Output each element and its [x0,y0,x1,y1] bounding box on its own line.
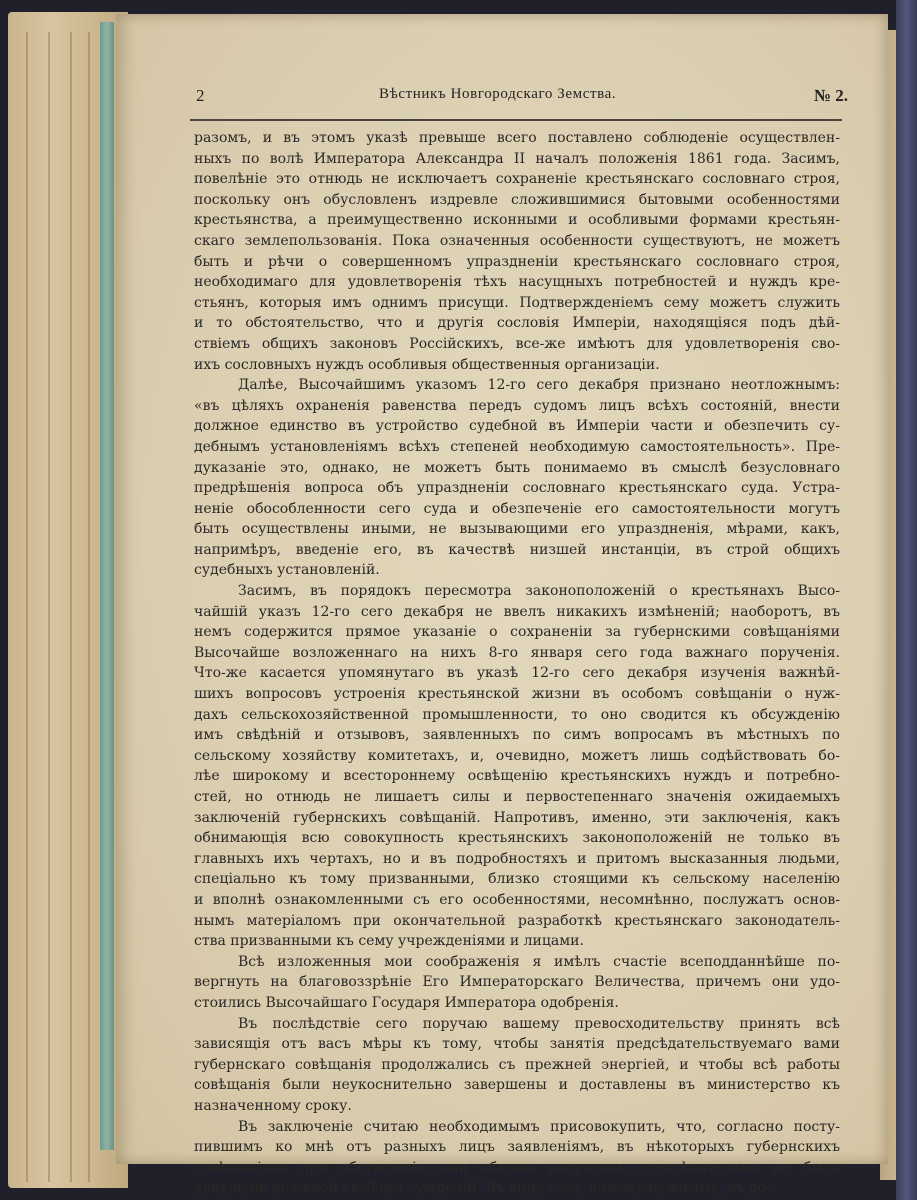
text-line: предрѣшенія вопроса объ упраздненіи сословнаго крестьянскаго суда. Устра- [194,480,840,497]
text-line: и то обстоятельство, что и другія сословія Имперіи, находящіяся подъ дѣй- [194,315,840,332]
paragraph [194,1117,840,1199]
text-line: лѣе широкому и всестороннему освѣщенію крестьянскихъ нуждъ и потребно- [194,768,840,785]
text-line: вергнуть на благовоззрѣніе Его Императорскаго Величества, причемъ они удо- [194,974,840,991]
text-line: сельскому хозяйству комитетахъ, и, очевидно, можетъ лишь содѣйствовать бо- [194,747,840,764]
text-line: совѣщаніяхъ при обсужденіи ими общихъ вопросовъ предсѣдателями не было [194,1159,840,1176]
text-line: допущено должной свободы сужденій. Въ виду сего, нахожу нужнымъ, въ до- [194,1180,771,1197]
text-line: судебныхъ установленій. [194,562,380,579]
body-text [194,128,840,1199]
text-line: стей, но отнюдь не лишаетъ силы и первостепеннаго значенія ожидаемыхъ [194,789,840,805]
issue-number: № 2. [813,86,848,105]
text-line: ныхъ по волѣ Императора Александра II началъ положенія 1861 года. Засимъ, [194,150,840,167]
text-line: Въ послѣдствіе сего поручаю вашему превосходительству принять всѣ [238,1015,840,1032]
text-line: «въ цѣляхъ охраненія равенства передъ судомъ лицъ всѣхъ состояній, внести [194,397,840,414]
text-line: нымъ матеріаломъ при окончательной разработкѣ крестьянскаго законодатель- [194,912,840,929]
text-line: поскольку онъ обусловленъ издревле сложившимися бытовыми особенностями [194,191,840,208]
text-line: скаго землепользованія. Пока означенныя особенности существуютъ, не можетъ [194,232,840,249]
text-line: губернскаго совѣщанія продолжались съ прежней энергіей, и чтобы всѣ работы [194,1056,840,1073]
paragraph [194,128,840,375]
text-line: дебнымъ установленіямъ всѣхъ степеней необходимую самостоятельность». Пре- [194,438,840,455]
text-line: Всѣ изложенныя мои соображенія я имѣлъ счастіе всеподданнѣйше по- [238,953,840,970]
text-line: ствіемъ общихъ законовъ Россійскихъ, все-же имѣютъ для удовлетворенія сво- [194,335,840,352]
text-line: Что-же касается упомянутаго въ указѣ 12-го сего декабря изученія важнѣй- [194,665,840,682]
header-rule [190,119,842,121]
text-line: немъ содержится прямое указаніе о сохраненіи за губернскими совѣщаніями [194,624,840,641]
paragraph [194,1014,840,1117]
paragraph [194,375,840,581]
text-line: должное единство въ устройство судебной въ Имперіи части и обезпечить су- [194,418,840,435]
binding-strip [100,22,114,1150]
text-line: обнимающія всю совокупность крестьянскихъ законоположеній не только въ [194,830,840,847]
cover-cloth [896,0,917,1200]
paragraph [194,581,840,952]
text-line: чайшій указъ 12-го сего декабря не ввелъ никакихъ измѣненій; наоборотъ, въ [194,603,840,620]
running-header [192,86,848,114]
text-line: совѣщанія были неукоснительно завершены и доставлены въ министерство къ [194,1077,840,1094]
page-number: 2 [196,86,205,105]
text-line: шихъ вопросовъ устроенія крестьянской жизни въ особомъ совѣщаніи о нуж- [194,686,840,703]
page-edge-line [26,32,28,1182]
page-edge-line [88,32,90,1182]
text-line: Засимъ, въ порядокъ пересмотра законоположеній о крестьянахъ Высо- [238,583,840,600]
text-line: напримѣръ, введеніе его, въ качествѣ низшей инстанціи, въ строй общихъ [194,541,840,558]
text-line: дахъ сельскохозяйственной промышленности, то оно сводится къ обсужденію [194,706,840,723]
text-line: стьянъ, которыя имъ однимъ присущи. Подтвержденіемъ сему можетъ служить [194,294,840,311]
journal-title: Вѣстникъ Новгородскаго Земства. [379,86,617,102]
text-line: заключеній губернскихъ совѣщаній. Напротивъ, именно, эти заключенія, какъ [194,809,840,826]
page-edge-line [70,32,72,1182]
text-line: повелѣніе это отнюдь не исключаетъ сохраненіе крестьянскаго сословнаго строя, [194,171,840,188]
text-line: стоились Высочайшаго Государя Императора одобренія. [194,994,619,1011]
text-line: дуказаніе это, однако, не можетъ быть понимаемо въ смыслѣ безусловнаго [194,459,840,476]
text-line: зависящія отъ васъ мѣры къ тому, чтобы занятія предсѣдательствуемаго вами [194,1036,840,1053]
text-line: быть и рѣчи о совершенномъ упраздненіи крестьянскаго сословнаго строя, [194,253,840,270]
text-line: ихъ сословныхъ нуждъ особливыя общественныя организаціи. [194,356,660,373]
text-line: имъ свѣдѣній и отзывовъ, заявленныхъ по симъ вопросамъ въ мѣстныхъ по [194,727,840,744]
text-line: крестьянства, а преимущественно исконными и особливыми формами крестьян- [194,212,840,229]
text-line: Высочайше возложеннаго на нихъ 8-го января сего года важнаго порученія. [194,644,840,661]
page-edge-line [48,32,50,1182]
text-line: ства призванными къ сему учрежденіями и лицами. [194,933,584,950]
text-line: неніе обособленности сего суда и обезпеченіе его самостоятельности могутъ [194,500,840,517]
text-line: быть осуществлены иными, не вызывающими его упраздненія, мѣрами, какъ, [194,521,840,538]
text-line: разомъ, и въ этомъ указѣ превыше всего поставлено соблюденіе осуществлен- [194,130,840,146]
paragraph [194,952,840,1014]
text-line: и вполнѣ ознакомленными съ его особенностями, несомнѣнно, послужатъ основ- [194,891,840,908]
text-line: назначенному сроку. [194,1097,352,1114]
text-line: пившимъ ко мнѣ отъ разныхъ лицъ заявленіямъ, въ нѣкоторыхъ губернскихъ [194,1139,840,1156]
text-line: главныхъ ихъ чертахъ, но и въ подробностяхъ и притомъ высказанныя людьми, [194,850,840,867]
text-line: необходимаго для удовлетворенія тѣхъ насущныхъ потребностей и нуждъ кре- [194,274,840,291]
document-page [116,14,888,1197]
text-line: Въ заключеніе считаю необходимымъ присовокупить, что, согласно посту- [238,1118,840,1135]
text-line: Далѣе, Высочайшимъ указомъ 12-го сего декабря признано неотложнымъ: [238,377,840,394]
text-line: спеціально къ тому призванными, близко стоящими къ сельскому населенію [194,871,840,888]
